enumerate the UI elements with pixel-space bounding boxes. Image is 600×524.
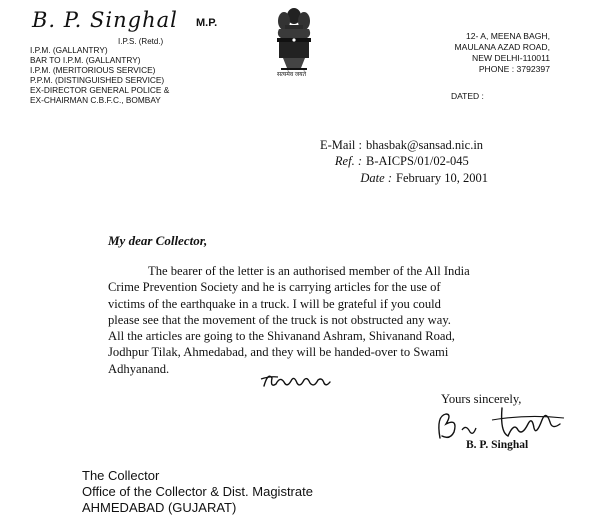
credential-line: I.P.M. (GALLANTRY) (30, 45, 108, 55)
body-line: All the articles are going to the Shivanand Ashram, Shivanand Road, (108, 329, 455, 344)
credential-line: P.P.M. (DISTINGUISHED SERVICE) (30, 75, 165, 85)
letter-body (108, 263, 563, 377)
credential-line: EX-DIRECTOR GENERAL POLICE & (30, 85, 170, 95)
recipient-line: The Collector (82, 468, 160, 483)
emblem-motto: सत्यमेव जयते (277, 72, 307, 78)
signer-name: B. P. Singhal (466, 439, 529, 451)
credential-line: I.P.M. (MERITORIOUS SERVICE) (30, 65, 156, 75)
address-line: 12- A, MEENA BAGH, (465, 31, 550, 41)
body-line: The bearer of the letter is an authorised member of the All India (148, 264, 470, 278)
letterhead-title: M.P. (196, 17, 218, 29)
letterhead-name: B. P. Singhal (32, 8, 178, 32)
body-line: victims of the earthquake in a truck. I will be grateful if you could (108, 296, 441, 311)
dated-label: DATED : (451, 91, 484, 101)
email-value: bhasbak@sansad.nic.in (366, 138, 484, 152)
letterhead-service: I.P.S. (Retd.) (118, 37, 164, 46)
salutation: My dear Collector, (108, 233, 208, 248)
recipient-line: Office of the Collector & Dist. Magistrate (82, 484, 313, 499)
body-line: Jodhpur Tilak, Ahmedabad, and they will be handed-over to Swami (108, 345, 449, 360)
recipient-line: AHMEDABAD (GUJARAT) (82, 500, 237, 515)
handwritten-thanks-note (260, 368, 335, 394)
date-value: February 10, 2001 (396, 171, 488, 185)
address-line: NEW DELHI-110011 (471, 53, 550, 63)
email-label: E-Mail : (319, 138, 362, 152)
credential-line: BAR TO I.P.M. (GALLANTRY) (30, 55, 141, 65)
date-label: Date : (360, 171, 392, 185)
closing: Yours sincerely, (441, 392, 522, 406)
ref-value: B-AICPS/01/02-045 (366, 154, 469, 168)
ref-label: Ref. : (334, 154, 362, 168)
body-line: Crime Prevention Society and he is carrying articles for the use of (108, 280, 441, 295)
credential-line: EX-CHAIRMAN C.B.F.C., BOMBAY (30, 95, 161, 105)
address-line: PHONE : 3792397 (478, 64, 550, 74)
body-line: please see that the movement of the truck is not obstructed any way. (108, 312, 451, 327)
address-line: MAULANA AZAD ROAD, (454, 42, 550, 52)
body-line: Adhyanand. (108, 361, 170, 376)
